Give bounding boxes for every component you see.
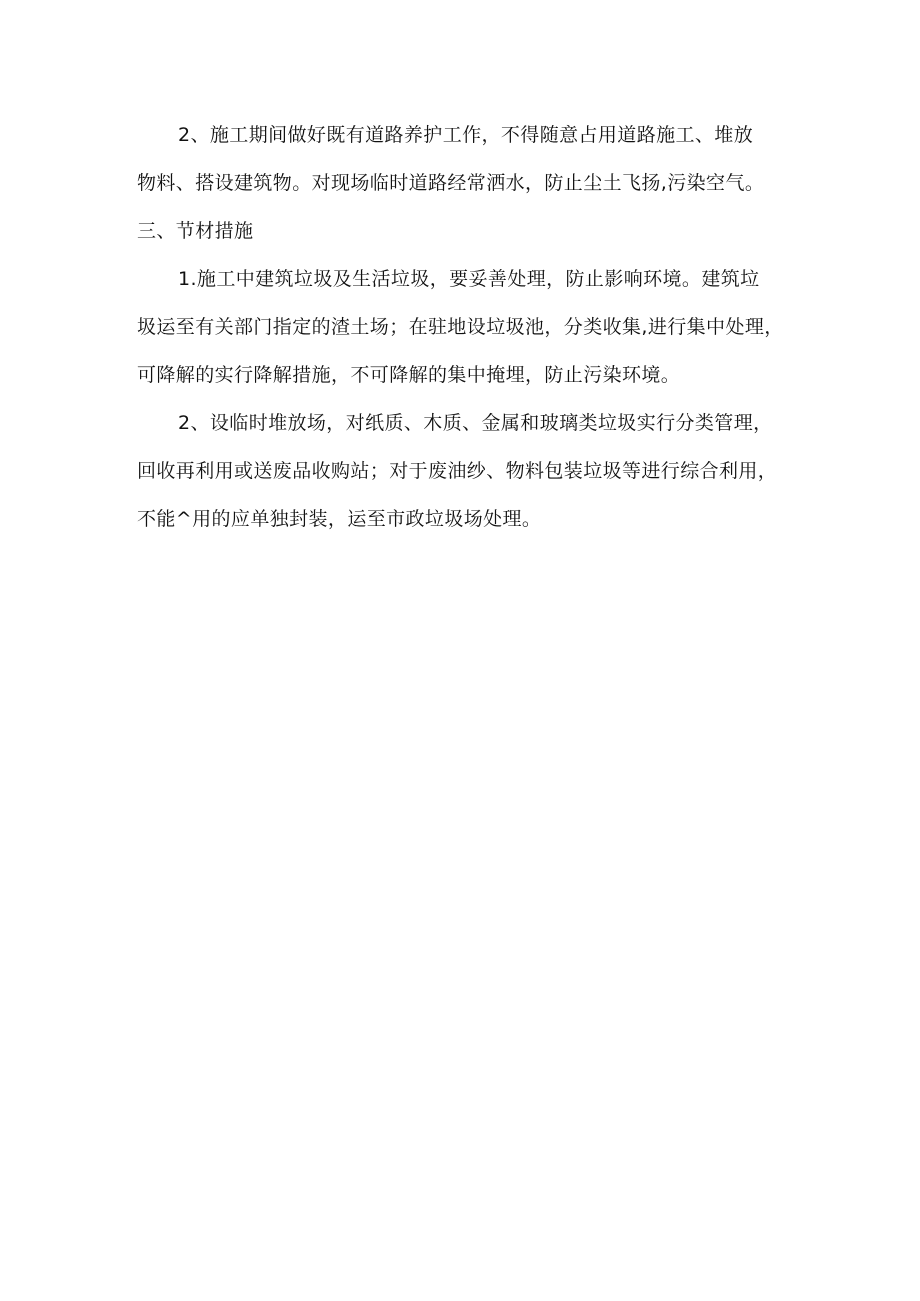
section-heading-material-saving: 三、节材措施 (137, 220, 254, 242)
paragraph-road-maintenance-line-2: 物料、搭设建筑物。对现场临时道路经常洒水，防止尘土飞扬,污染空气。 (137, 172, 765, 194)
paragraph-storage-site-line-2: 回收再利用或送废品收购站；对于废油纱、物料包装垃圾等进行综合利用， (137, 460, 778, 482)
paragraph-storage-site-line-1: 2、设临时堆放场，对纸质、木质、金属和玻璃类垃圾实行分类管理， (178, 412, 773, 434)
paragraph-storage-site-line-3: 不能^用的应单独封装，运至市政垃圾场处理。 (137, 508, 542, 530)
paragraph-road-maintenance-line-1: 2、施工期间做好既有道路养护工作，不得随意占用道路施工、堆放 (178, 124, 754, 146)
paragraph-waste-handling-line-1: 1.施工中建筑垃圾及生活垃圾，要妥善处理，防止影响环境。建筑垃 (178, 268, 760, 290)
paragraph-waste-handling-line-3: 可降解的实行降解措施，不可降解的集中掩埋，防止污染环境。 (137, 364, 681, 386)
paragraph-waste-handling-line-2: 圾运至有关部门指定的渣土场；在驻地设垃圾池，分类收集,进行集中处理， (137, 316, 784, 338)
